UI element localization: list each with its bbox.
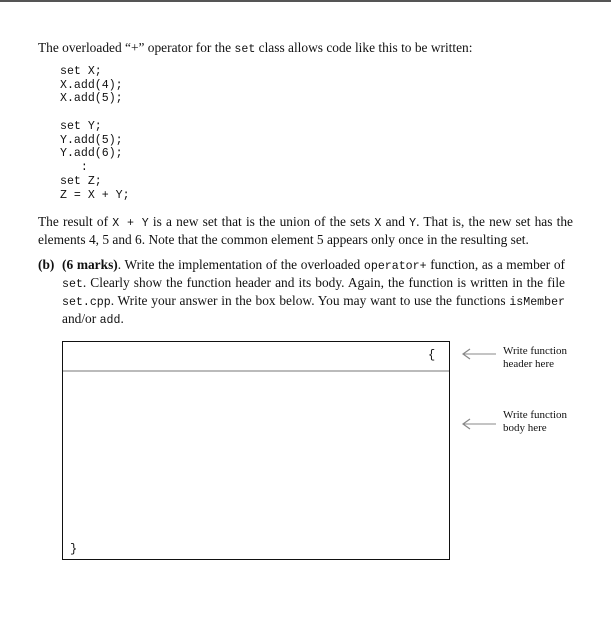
- close-brace: }: [70, 542, 78, 556]
- code-line: Z = X + Y;: [60, 188, 130, 202]
- part-b-text: (6 marks). Write the implementation of the overloaded operator+ function, as a member of set. Clearly show the function header and its body. Again, the function is written in the file set.cpp. Write your answer in the box below. You may want to use the functions isMember and/or add.: [62, 257, 566, 327]
- result-paragraph: The result of X + Y is a new set that is the union of the sets X and Y. That is, the new set has the elements 4, 5 and 6. Note that the common element 5 appears only once in the resulting set.: [38, 214, 574, 247]
- arrow-left-icon: [460, 418, 498, 430]
- code-line: set Y;: [60, 120, 102, 133]
- code-block-y: [60, 120, 123, 174]
- note-body: Write function body here: [503, 409, 568, 434]
- part-b-marks: (6 marks): [62, 257, 118, 272]
- top-rule: [0, 0, 611, 2]
- code-line: set X;: [60, 65, 102, 78]
- open-brace: {: [428, 348, 436, 362]
- intro-text: [38, 40, 578, 58]
- code-line: Y.add(6);: [60, 147, 123, 160]
- part-b-question: [38, 257, 565, 329]
- code-line: X.add(5);: [60, 92, 123, 105]
- code-block-z: [60, 175, 130, 202]
- code-line: set Z;: [60, 175, 102, 188]
- arrow-left-icon: [460, 348, 498, 360]
- part-b-label: (b): [38, 257, 55, 272]
- intro-suffix: class allows code like this to be written:: [255, 40, 473, 55]
- note-header: Write function header here: [503, 345, 568, 370]
- code-block-x: [60, 65, 123, 106]
- intro-code-set: set: [234, 43, 256, 56]
- code-line: X.add(4);: [60, 78, 123, 92]
- answer-box[interactable]: [62, 341, 450, 560]
- header-separator: [63, 370, 449, 372]
- code-line: Y.add(5);: [60, 133, 123, 147]
- intro-prefix: The overloaded “+” operator for the: [38, 40, 235, 55]
- code-line: :: [60, 160, 88, 174]
